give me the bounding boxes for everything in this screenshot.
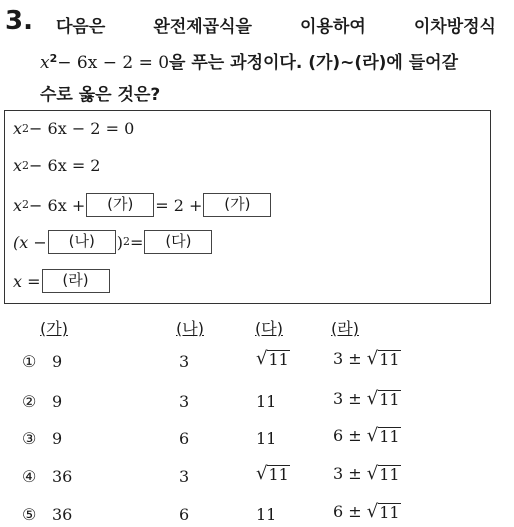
step-text: − 6x + <box>29 195 86 215</box>
header-da: (다) <box>255 319 283 338</box>
radicand: 11 <box>379 465 400 484</box>
radicand: 11 <box>379 350 400 369</box>
step-text: − 6x = 2 <box>29 156 101 175</box>
option-ra-value <box>333 502 401 522</box>
radical-sign: √ <box>366 425 379 446</box>
sqrt-expression <box>367 503 401 522</box>
step-text: ) <box>116 232 124 252</box>
radical-sign: √ <box>256 348 268 369</box>
radicand: 11 <box>379 427 400 446</box>
option-na-value: 6 <box>179 505 190 524</box>
option-na-value: 3 <box>179 467 190 486</box>
equation-variable: x <box>40 53 50 73</box>
header-ra: (라) <box>331 319 359 338</box>
sqrt-expression <box>256 465 290 484</box>
radicand: 11 <box>268 465 289 484</box>
option-ga-value: 36 <box>52 505 73 524</box>
option-na-value: 6 <box>179 429 190 448</box>
ra-prefix: 3 ± <box>333 389 367 408</box>
option-ga-value: 9 <box>52 392 63 411</box>
step-3: x 2 − 6x + (가) = 2 + (가) <box>13 193 272 217</box>
sqrt-expression <box>367 390 401 409</box>
question-number: 3. <box>5 6 33 36</box>
ra-prefix: 6 ± <box>333 426 367 445</box>
option-marker: ② <box>22 392 37 411</box>
option-da-value: 11 <box>256 505 277 524</box>
option-da-value <box>256 349 290 369</box>
step-text: − 6x − 2 = 0 <box>29 119 135 138</box>
sqrt-expression <box>367 427 401 446</box>
radicand: 11 <box>379 390 400 409</box>
question-word: 완전제곱식을 <box>153 17 252 37</box>
option-ga-value: 9 <box>52 429 63 448</box>
radicand: 11 <box>268 350 289 369</box>
step-text: x = <box>13 271 41 291</box>
blank-na: (나) <box>48 230 116 254</box>
step-text: (x − <box>13 232 47 252</box>
question-line-3: 수로 옳은 것은? <box>40 85 161 105</box>
radical-sign: √ <box>366 348 379 369</box>
question-line-2 <box>40 48 458 73</box>
blank-da: (다) <box>144 230 212 254</box>
option-da-value: 11 <box>256 429 277 448</box>
step-text: = 2 + <box>155 195 203 215</box>
step-4: (x − (나) ) 2 = (다) <box>13 230 213 254</box>
radical-sign: √ <box>366 388 379 409</box>
step-5 <box>13 269 111 293</box>
option-marker: ① <box>22 352 37 371</box>
ra-prefix: 3 ± <box>333 349 367 368</box>
step-text: = <box>130 232 144 252</box>
radical-sign: √ <box>366 463 379 484</box>
step-1: x 2 − 6x − 2 = 0 <box>13 119 135 138</box>
equation-rest: − 6x − 2 = 0 <box>57 53 170 73</box>
step-2: x 2 − 6x = 2 <box>13 156 101 175</box>
option-na-value: 3 <box>179 352 190 371</box>
option-ga-value: 9 <box>52 352 63 371</box>
option-na-value: 3 <box>179 392 190 411</box>
solution-process-box <box>4 110 491 304</box>
question-line-1 <box>56 12 496 37</box>
radical-sign: √ <box>256 463 268 484</box>
option-ga-value: 36 <box>52 467 73 486</box>
header-ga: (가) <box>40 319 68 338</box>
option-da-value: 11 <box>256 392 277 411</box>
option-ra-value <box>333 389 401 409</box>
option-marker: ③ <box>22 429 37 448</box>
option-da-value <box>256 464 290 484</box>
sqrt-expression <box>367 350 401 369</box>
option-ra-value <box>333 426 401 446</box>
question-word: 다음은 <box>56 17 106 37</box>
step-text: x <box>13 195 23 215</box>
question-word: 이용하여 <box>300 17 366 37</box>
ra-prefix: 6 ± <box>333 502 367 521</box>
question-word: 이차방정식 <box>413 17 496 37</box>
option-marker: ⑤ <box>22 505 37 524</box>
sqrt-expression <box>367 465 401 484</box>
radicand: 11 <box>379 503 400 522</box>
header-na: (나) <box>176 319 204 338</box>
step-text: x <box>13 156 23 175</box>
step-text: x <box>13 119 23 138</box>
blank-ga: (가) <box>203 193 271 217</box>
option-ra-value <box>333 349 401 369</box>
sqrt-expression <box>256 350 290 369</box>
option-marker: ④ <box>22 467 37 486</box>
equation-exponent: 2 <box>49 52 58 65</box>
question-text: 을 푸는 과정이다. (가)~(라)에 들어갈 <box>169 53 458 73</box>
option-ra-value <box>333 464 401 484</box>
blank-ra: (라) <box>42 269 110 293</box>
radical-sign: √ <box>366 501 379 522</box>
blank-ga: (가) <box>86 193 154 217</box>
ra-prefix: 3 ± <box>333 464 367 483</box>
